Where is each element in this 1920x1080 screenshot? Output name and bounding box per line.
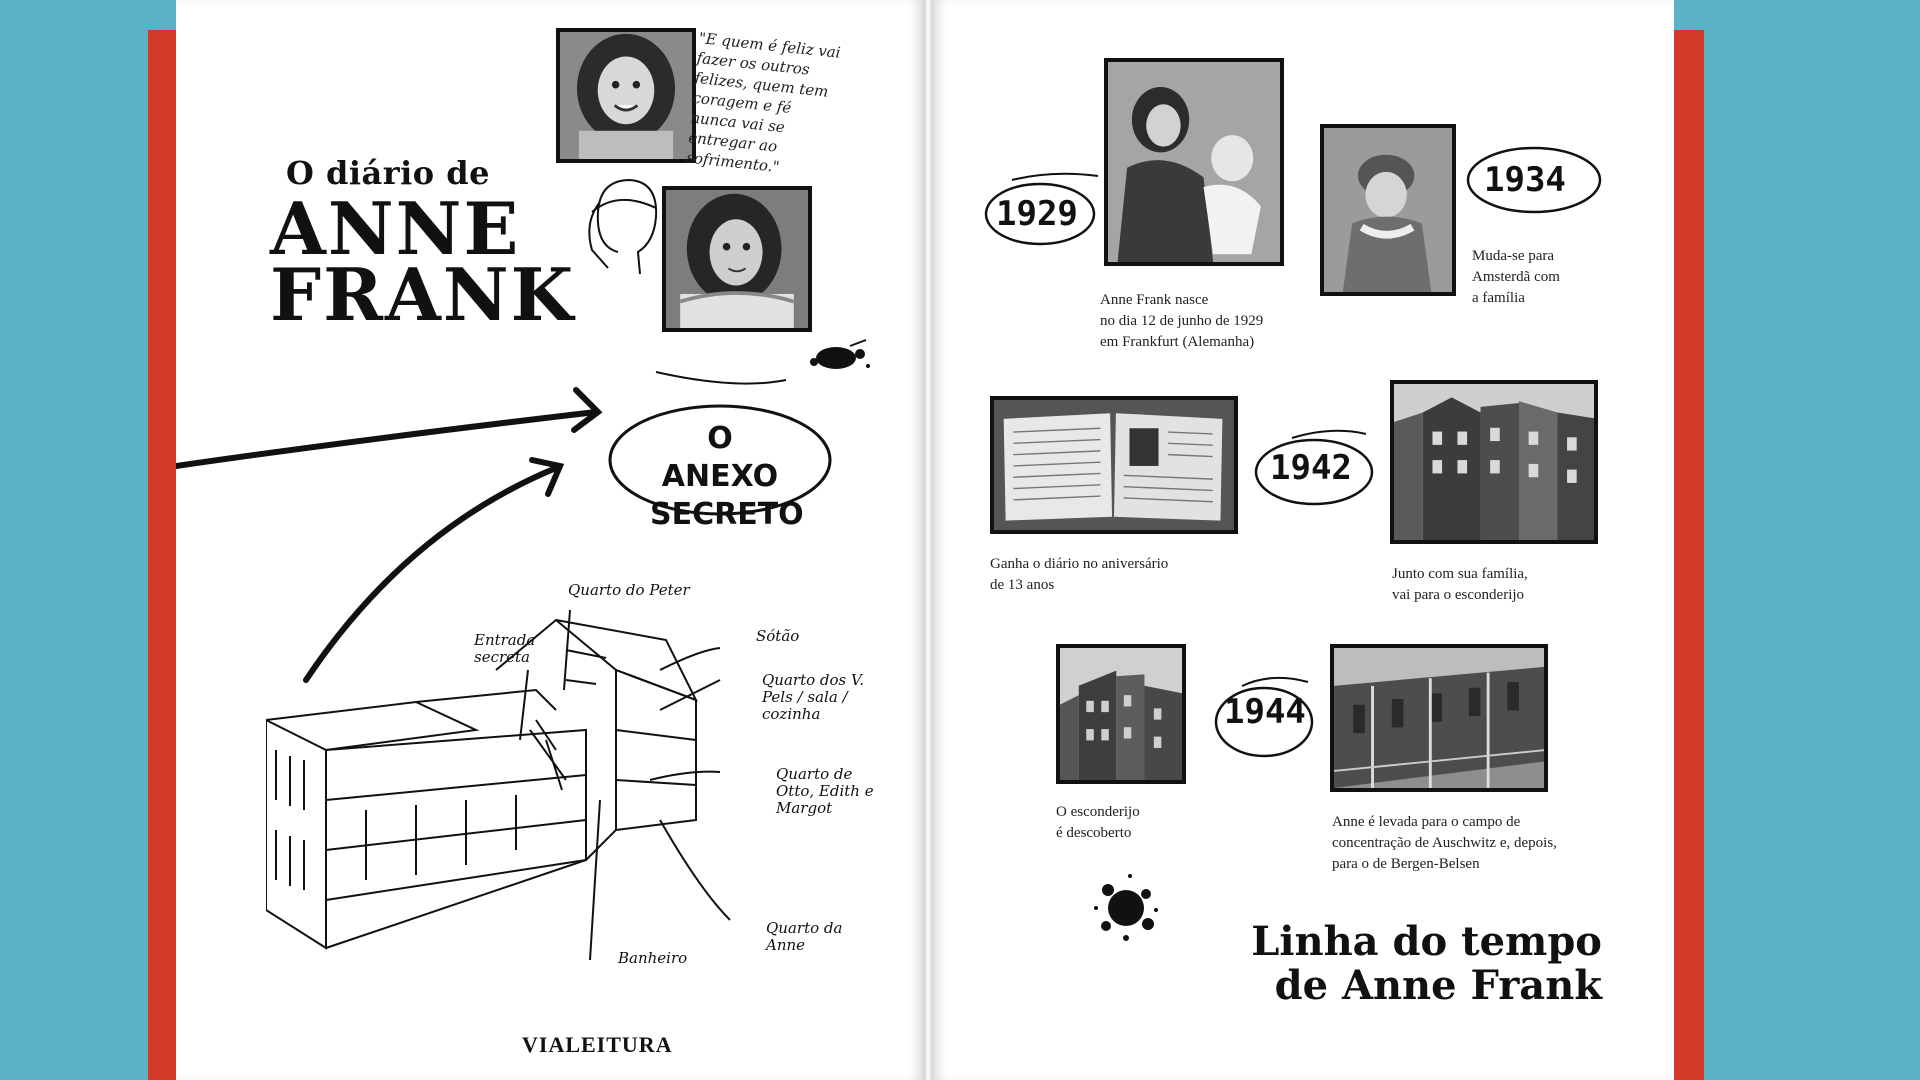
publisher-logo: VIALEITURA [522, 1032, 673, 1057]
caption-1944-line2: é descoberto [1056, 825, 1132, 841]
caption-1929 [1100, 290, 1320, 353]
book-gutter [924, 0, 932, 1080]
caption-auschwitz-line3: para o de Bergen-Belsen [1332, 856, 1480, 872]
caption-1934-line3: a família [1472, 290, 1525, 306]
ink-splat-icon [1090, 868, 1162, 948]
label-attic: Sótão [756, 627, 800, 645]
anne-quote: "E quem é feliz vai fazer os outros felizes, quem tem coragem e fé nunca vai se entregar ao sofrimento." [685, 28, 842, 177]
timeline-photo-1934 [1320, 124, 1456, 296]
caption-hiding-line1: Junto com sua família, [1392, 566, 1528, 582]
caption-1934-line2: Amsterdã com [1472, 269, 1560, 285]
caption-1942 [990, 554, 1250, 596]
label-anne-room: Quarto da Anne [766, 919, 843, 954]
label-secret-entrance: Entrada secreta [474, 631, 536, 666]
label-bathroom: Banheiro [618, 949, 688, 967]
timeline-photo-hiding-place [1390, 380, 1598, 544]
label-otto-room: Quarto de Otto, Edith e Margot [776, 765, 874, 817]
caption-hiding [1392, 564, 1612, 606]
anne-portrait-photo-2 [662, 186, 812, 332]
timeline-title [1220, 920, 1602, 1008]
year-1934: 1934 [1484, 160, 1566, 200]
timeline-photo-1929 [1104, 58, 1284, 266]
book-title-line2: FRANK [270, 252, 576, 337]
caption-1944 [1056, 802, 1206, 844]
caption-auschwitz-line2: concentração de Auschwitz e, depois, [1332, 835, 1557, 851]
annex-label-line2: SECRETO [650, 497, 804, 532]
annex-label [650, 420, 804, 534]
caption-auschwitz [1332, 812, 1622, 875]
year-1944: 1944 [1224, 692, 1306, 732]
caption-1934-line1: Muda-se para [1472, 248, 1555, 264]
caption-1942-line1: Ganha o diário no aniversário [990, 556, 1169, 572]
caption-1929-line1: Anne Frank nasce [1100, 292, 1209, 308]
book-title-line1: ANNE [270, 186, 521, 271]
anne-portrait-photo-1 [556, 28, 696, 163]
year-1942: 1942 [1270, 448, 1352, 488]
annex-label-line1: O ANEXO [661, 421, 779, 494]
caption-1942-line2: de 13 anos [990, 577, 1055, 593]
caption-hiding-line2: vai para o esconderijo [1392, 587, 1525, 603]
caption-1934 [1472, 246, 1622, 309]
timeline-photo-auschwitz [1330, 644, 1548, 792]
timeline-title-line1: Linha do tempo [1251, 918, 1602, 965]
book-title-prefix: O diário de [286, 154, 491, 192]
caption-1929-line2: no dia 12 de junho de 1929 [1100, 313, 1264, 329]
timeline-photo-1944 [1056, 644, 1186, 784]
caption-auschwitz-line1: Anne é levada para o campo de [1332, 814, 1521, 830]
sketched-head-icon [578, 172, 666, 282]
label-van-pels-room: Quarto dos V. Pels / sala / cozinha [762, 671, 864, 723]
caption-1944-line1: O esconderijo [1056, 804, 1140, 820]
year-1929: 1929 [996, 194, 1078, 234]
timeline-title-line2: de Anne Frank [1274, 962, 1602, 1009]
timeline-photo-diary [990, 396, 1238, 534]
label-peter-room: Quarto do Peter [568, 581, 690, 599]
caption-1929-line3: em Frankfurt (Alemanha) [1100, 334, 1255, 350]
